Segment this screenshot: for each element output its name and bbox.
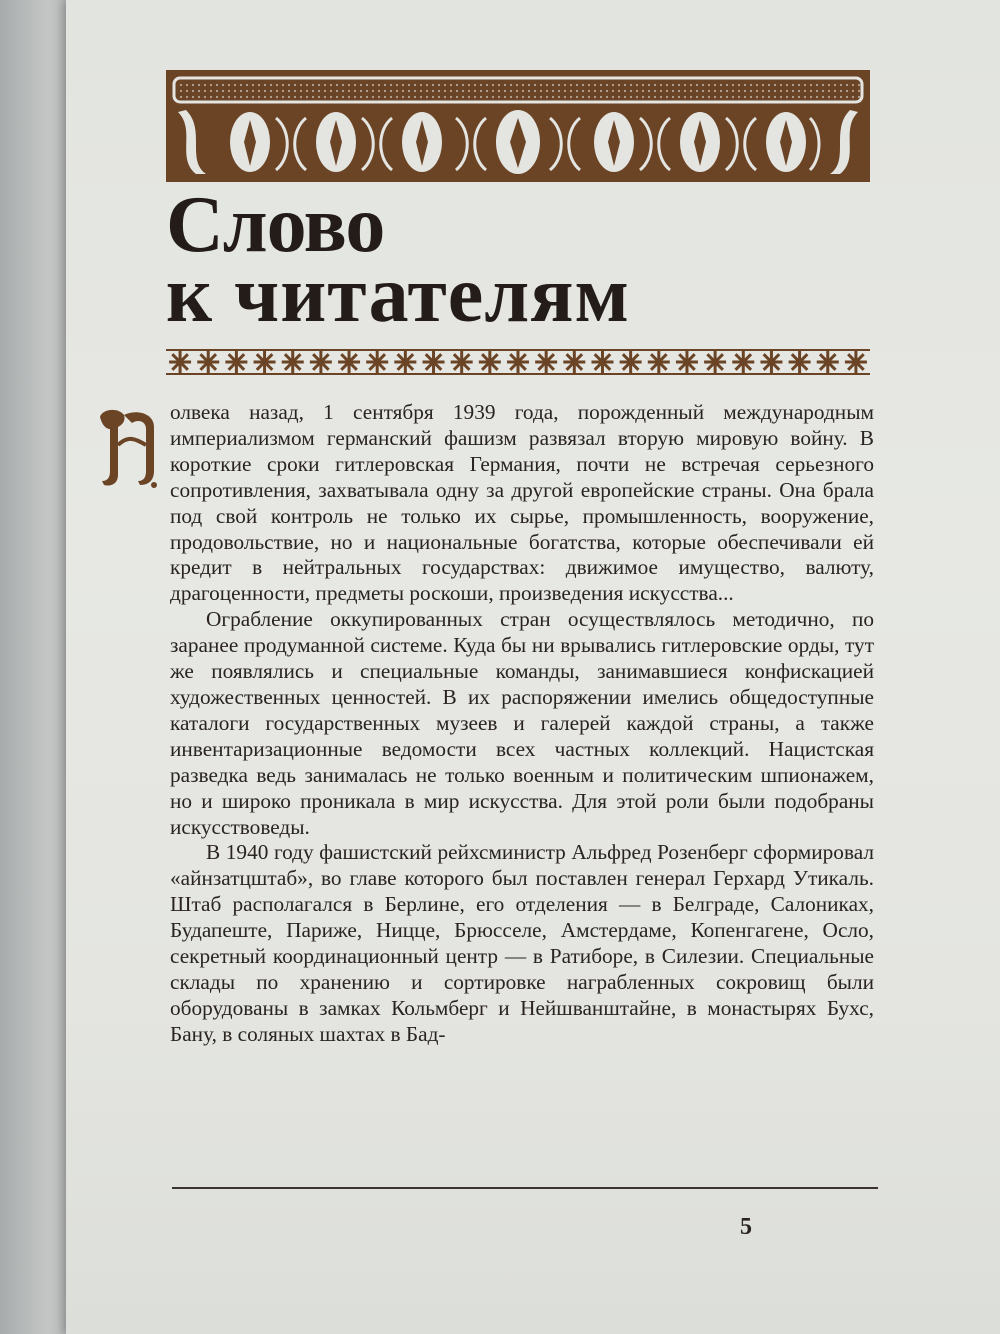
star-ornament-icon: [169, 351, 191, 373]
star-ornament-icon: [479, 351, 501, 373]
star-ornament-icon: [732, 351, 754, 373]
star-ornament-icon: [423, 351, 445, 373]
star-ornament-icon: [225, 351, 247, 373]
star-ornament-icon: [507, 351, 529, 373]
star-ornament-icon: [338, 351, 360, 373]
drop-cap: [92, 405, 162, 489]
title-line-2: к читателям: [166, 251, 630, 339]
paragraph: В 1940 году фашистский рейхсминистр Альфред Розенберг сформировал «айнзатцштаб», во главе которого был поставлен генерал Герхард Утикаль. Штаб располагался в Берлине, его отделения — в Белграде, Салониках, Будапеште, Париже, Ницце, Брюсселе, Амстердаме, Копенгагене, Осло, секретный координационный центр — в Ратиборе, в Силезии. Специальные склады по хранению и сортировке награбленных сокровищ были оборудованы в замках Кольмберг и Нейшванштайне, в монастырях Бухс, Бану, в соляных шахтах в Бад-: [170, 840, 874, 1046]
star-ornament-icon: [845, 351, 867, 373]
drop-cap-glyph: [92, 405, 162, 489]
star-ornament-icon: [817, 351, 839, 373]
star-ornament-icon: [310, 351, 332, 373]
chapter-title: [166, 181, 630, 339]
star-ornament-icon: [394, 351, 416, 373]
paragraph: Ограбление оккупированных стран осуществлялось методично, по заранее продуманной системе. Куда бы ни врывались гитлеровские орды, тут же появлялись и специальные команды, занимавшиеся конфискацией художественных ценностей. В их распоряжении имелись общедоступные каталоги государственных музеев и галерей каждой страны, а также инвентаризационные ведомости всех частных коллекций. Нацистская разведка ведь занималась не только военным и политическим шпионажем, но и широко проникала в мир искусства. Для этой роли были подобраны искусствоведы.: [170, 607, 874, 839]
star-ornament-icon: [620, 351, 642, 373]
star-ornament-icon: [591, 351, 613, 373]
star-ornament-icon: [676, 351, 698, 373]
footer-rule: [172, 1187, 878, 1189]
star-ornament-icon: [282, 351, 304, 373]
star-ornament-icon: [254, 351, 276, 373]
star-ornament-icon: [789, 351, 811, 373]
star-ornament-icon: [451, 351, 473, 373]
star-ornament-icon: [197, 351, 219, 373]
star-ornament-icon: [366, 351, 388, 373]
star-ornament-icon: [648, 351, 670, 373]
star-ornament-icon: [760, 351, 782, 373]
star-ornament-band: [166, 346, 870, 378]
star-ornament-icon: [535, 351, 557, 373]
top-ornament-frieze: [166, 70, 870, 182]
paragraph: олвека назад, 1 сентября 1939 года, порожденный международным империализмом германский фашизм развязал вторую мировую войну. В короткие сроки гитлеровская Германия, почти не встречая серьезного сопротивления, захватывала одну за другой европейские страны. Она брала под свой контроль не только их сырье, промышленность, вооружение, продовольствие, но и национальные богатства, которые обеспечивали ей кредит в нейтральных государствах: движимое имущество, валюту, драгоценности, предметы роскоши, произведения искусства...: [170, 400, 874, 606]
page-number: 5: [740, 1214, 752, 1240]
star-ornament-icon: [563, 351, 585, 373]
title-line-1: Слово: [166, 181, 385, 269]
body-text: [170, 400, 874, 1048]
star-ornament-icon: [704, 351, 726, 373]
